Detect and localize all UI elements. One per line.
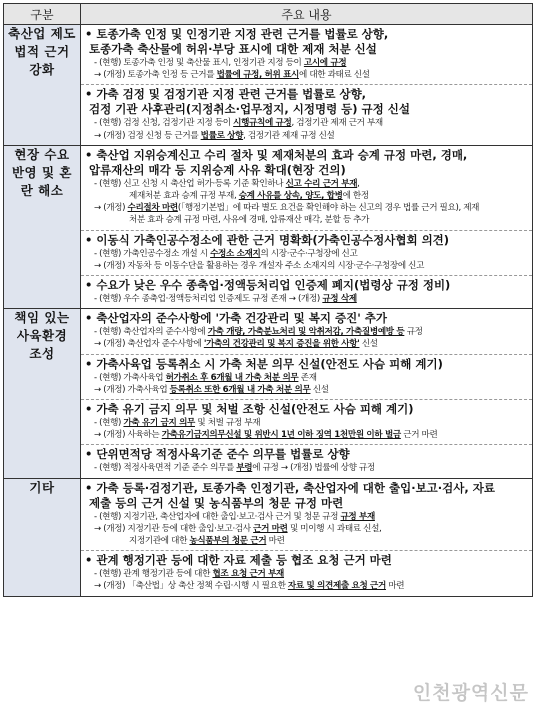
category-label: 강화 — [29, 62, 55, 77]
heading-text: 압류재산의 매각 등 지위승계 사유 확대(현장 건의) — [89, 162, 346, 177]
rule-text: 근거 마련 — [400, 430, 438, 441]
table-row — [4, 478, 533, 596]
rule-text: 및 처벌 규정 부재 — [194, 418, 261, 429]
emphasis-text: 수정소 소재지 — [210, 248, 261, 259]
rule-text: 에 대한 과태료 신설 — [298, 70, 370, 81]
item-heading — [83, 553, 530, 568]
rule-text: → (개정) 지정기관 등에 대한 출입·보고·검사 — [94, 523, 254, 534]
current-rule-line — [83, 568, 530, 580]
heading-line — [89, 102, 530, 117]
rule-text: - (현행) 가축사육업 — [94, 372, 166, 383]
item-heading — [83, 447, 530, 462]
emphasis-text: 가축 개량, 가축분뇨처리 및 악취저감, 가축질병예방 등 — [207, 327, 405, 338]
table-row — [4, 25, 533, 146]
heading-text: 수요가 낮은 우수 종축업·정액등처리업 인증제 폐지(법령상 규정 정비) — [96, 278, 451, 293]
heading-line — [85, 480, 530, 496]
content-item — [81, 444, 532, 477]
rule-text: 마련 — [385, 581, 405, 592]
current-rule-line — [83, 535, 530, 547]
table-header-row — [4, 4, 533, 25]
emphasis-text: 가축 유기 금지 의무 — [123, 418, 195, 429]
rule-text: → (개정) 「축산법」상 축산 정책 수립·시행 시 필요한 — [94, 581, 288, 592]
heading-text: 단위면적당 적정사육기준 준수 의무를 법률로 상향 — [96, 447, 350, 462]
publisher-watermark: 인천광역신문 — [412, 682, 529, 704]
revised-rule-line — [83, 69, 530, 81]
rule-text: 에 한정 — [342, 191, 369, 202]
content-item — [81, 479, 532, 551]
heading-text: 토종가축 축산물에 허위·부당 표시에 대한 제재 처분 신설 — [89, 42, 377, 56]
rule-text: (「행정기본법」에 따라 별도 요건을 확인해야 하는 신고의 경우 법률 근거 필요), 제재 — [177, 203, 480, 214]
category-cell — [4, 309, 81, 478]
rule-text: 및 미이행 시 과태료 신설, — [287, 523, 382, 534]
emphasis-text: 농식품부의 청문 근거 — [189, 536, 267, 547]
heading-text: 가축 등록·검정기관, 토종가축 인정기관, 축산업자에 대한 출입·보고·검사, 자료 — [96, 480, 495, 495]
heading-line — [89, 162, 530, 178]
item-heading — [83, 87, 530, 117]
content-item — [81, 275, 532, 308]
rule-text: , — [357, 178, 360, 189]
emphasis-text: 자료 및 의견제출 요청 근거 — [287, 581, 386, 592]
item-heading — [83, 27, 530, 57]
rule-text: 에 규정 → (개정) 법률에 상향 규정 — [252, 463, 375, 474]
policy-table — [3, 3, 533, 597]
table-body — [4, 25, 533, 597]
heading-line — [89, 495, 530, 511]
bullet-icon: • — [85, 480, 97, 495]
header-content: 주요 내용 — [81, 4, 533, 25]
content-item — [81, 354, 532, 399]
revised-rule-line — [83, 130, 530, 142]
content-cell — [81, 25, 533, 146]
heading-line — [89, 42, 530, 57]
rule-text: → (개정) — [94, 203, 128, 214]
rule-text: → (개정) 토종가축 인정 등 근거를 — [94, 70, 217, 81]
bullet-icon: • — [85, 553, 97, 568]
emphasis-text: 법률로 상향 — [200, 130, 244, 141]
item-heading — [83, 233, 530, 248]
emphasis-text: 수리절차 마련 — [127, 203, 178, 214]
table-row — [4, 309, 533, 478]
emphasis-text: 부령 — [236, 463, 253, 474]
heading-line — [85, 447, 530, 462]
heading-line — [85, 232, 530, 248]
content-item — [81, 309, 532, 353]
revised-rule-line — [83, 384, 530, 396]
revised-rule-line — [83, 190, 530, 202]
emphasis-text: 신고 수리 근거 부재 — [285, 178, 358, 189]
item-heading — [83, 402, 530, 417]
bullet-icon: • — [85, 402, 97, 417]
heading-text: 토종가축 인정 및 인정기관 지정 관련 근거를 법률로 상향, — [96, 27, 389, 41]
heading-text: 축산업 지위승계신고 수리 절차 및 제재처분의 효과 승계 규정 마련, 경매, — [96, 147, 468, 162]
content-cell — [81, 478, 533, 596]
heading-line — [85, 311, 530, 326]
content-item — [81, 230, 532, 275]
category-label: 축산업 제도 — [8, 26, 76, 41]
revised-rule-line — [83, 338, 530, 350]
category-label: 현장 수요 — [14, 146, 70, 162]
rule-text: - (현행) 신고 신청 시 축산업 허가·등록 기준 확인하나 — [94, 178, 286, 189]
category-label: 법적 근거 — [14, 44, 70, 59]
emphasis-text: 허가취소 후 6개월 내 가축 처분 의무 — [165, 372, 299, 383]
rule-text: 규정 — [404, 327, 423, 338]
rule-text: → (개정) 사육하는 — [94, 430, 162, 441]
rule-text: 지정기관에 대한 — [129, 536, 190, 547]
rule-text: - (현행) 축산업자의 준수사항에 — [94, 327, 208, 338]
heading-line — [85, 27, 530, 42]
category-label: 기타 — [29, 479, 55, 495]
bullet-icon: • — [85, 232, 97, 247]
category-label: 반영 및 혼 — [11, 164, 72, 180]
emphasis-text: 등록취소 또한 6개월 내 가축 처분 의무 — [169, 384, 311, 395]
content-item — [81, 146, 532, 230]
emphasis-text: 규정 삭제 — [322, 294, 357, 305]
content-item — [81, 84, 532, 144]
rule-text: 신설 — [359, 339, 378, 350]
bullet-icon: • — [85, 87, 97, 102]
category-label: 책임 있는 — [14, 310, 70, 326]
category-label: 사육환경 — [16, 328, 68, 344]
revised-rule-line — [83, 580, 530, 592]
bullet-icon: • — [85, 311, 97, 326]
heading-text: 관계 행정기관 등에 대한 자료 제출 등 협조 요청 근거 마련 — [96, 553, 392, 568]
rule-text: - (현행) 가축인공수정소 개설 시 — [94, 248, 211, 259]
emphasis-text: 근거 마련 — [253, 523, 288, 534]
heading-line — [85, 278, 530, 293]
rule-text: 마련 — [266, 536, 285, 547]
rule-text: , 검정기관 제재 규정 신설 — [243, 130, 335, 141]
rule-text: - (현행) — [94, 418, 124, 429]
current-rule-line — [83, 511, 530, 523]
emphasis-text: '가축의 건강관리 및 복지 증진을 위한 사항' — [203, 339, 360, 350]
emphasis-text: 고시에 규정 — [303, 58, 347, 68]
current-rule-line — [83, 372, 530, 384]
content-item — [81, 550, 532, 595]
bullet-icon: • — [85, 27, 97, 41]
revised-rule-line — [83, 260, 530, 272]
item-heading — [83, 481, 530, 511]
emphasis-text: 법률에 규정, 허위 표시 — [216, 70, 299, 81]
revised-rule-line — [83, 214, 530, 226]
rule-text: - (현행) 토종가축 인정 및 축산물 표시, 인정기관 지정 등이 — [94, 58, 304, 68]
rule-text: 제재처분 효과 승계 규정 부재, — [129, 191, 239, 202]
bullet-icon: • — [85, 147, 97, 162]
item-heading — [83, 278, 530, 293]
bullet-icon: • — [85, 447, 97, 462]
rule-text: - (현행) 검정 신청, 검정기관 지정 등이 — [94, 118, 234, 129]
bullet-icon: • — [85, 356, 97, 371]
revised-rule-line — [83, 429, 530, 441]
rule-text: - (현행) 관계 행정기관 등에 대한 — [94, 569, 213, 580]
table-row — [4, 145, 533, 308]
current-rule-line — [83, 117, 530, 129]
header-category: 구분 — [4, 4, 81, 25]
current-rule-line — [83, 293, 530, 305]
rule-text: → (개정) 검정 신청 등 근거를 — [94, 130, 201, 141]
rule-text: , 검정기관 제재 근거 부재 — [291, 118, 383, 129]
category-label: 조성 — [29, 346, 55, 362]
emphasis-text: 시행규칙에 규정 — [233, 118, 292, 129]
content-item — [81, 399, 532, 444]
content-cell — [81, 145, 533, 308]
rule-text: 존재 — [298, 372, 317, 383]
heading-line — [85, 87, 530, 102]
category-label: 란 해소 — [20, 182, 64, 198]
heading-line — [85, 147, 530, 163]
heading-text: 가축 유기 금지 의무 및 처벌 조항 신설(안전도 사슴 피해 계기) — [96, 402, 414, 417]
item-heading — [83, 148, 530, 178]
bullet-icon: • — [85, 278, 97, 293]
item-heading — [83, 357, 530, 372]
rule-text: 의 시장·군수·구청장에 신고 — [260, 248, 358, 259]
category-cell — [4, 25, 81, 146]
emphasis-text: 협조 요청 근거 부재 — [212, 569, 285, 580]
emphasis-text: 규정 부재 — [340, 511, 375, 522]
heading-text: 가축사육업 등록취소 시 가축 처분 의무 신설(안전도 사슴 피해 계기) — [96, 356, 443, 371]
heading-text: 제출 등의 근거 신설 및 농식품부의 청문 규정 마련 — [89, 495, 344, 510]
emphasis-text: 승계 사유를 상속, 양도, 합병 — [238, 191, 343, 202]
current-rule-line — [83, 248, 530, 260]
category-cell — [4, 478, 81, 596]
current-rule-line — [83, 417, 530, 429]
rule-text: - (현행) 적정사육면적 기준 준수 의무를 — [94, 463, 237, 474]
heading-text: 축산업자의 준수사항에 '가축 건강관리 및 복지 증진' 추가 — [96, 311, 387, 326]
category-cell — [4, 145, 81, 308]
current-rule-line — [83, 178, 530, 190]
heading-text: 검정 기관 사후관리(지정취소·업무정지, 시정명령 등) 규정 신설 — [89, 102, 410, 117]
current-rule-line — [83, 202, 530, 214]
rule-text: - (현행) 우수 종축업·정액등처리업 인증제도 규정 존재 → (개정) — [94, 294, 323, 305]
revised-rule-line — [83, 523, 530, 535]
rule-text: → (개정) 가축사육업 — [94, 384, 170, 395]
rule-text: 처분 효과 승계 규정 마련, 사유에 경매, 압류재산 매각, 분할 등 추가 — [129, 215, 370, 226]
current-rule-line — [83, 326, 530, 338]
content-cell — [81, 309, 533, 478]
heading-text: 이동식 가축인공수정소에 관한 근거 명확화(가축인공수정사협회 의견) — [96, 232, 450, 247]
heading-line — [85, 356, 530, 372]
rule-text: → (개정) 자동차 등 이동수단을 활용하는 경우 개설자 주소 소재지의 시장·군수·구청장에 신고 — [94, 260, 425, 271]
rule-text: 신설 — [310, 384, 329, 395]
heading-line — [85, 402, 530, 417]
content-item — [81, 25, 532, 84]
current-rule-line — [83, 462, 530, 474]
current-rule-line — [83, 57, 530, 69]
emphasis-text: 가축유기금지의무신설 및 위반시 1년 이하 징역 1천만원 이하 벌금 — [161, 430, 401, 441]
rule-text: → (개정) 축산업자 준수사항에 — [94, 339, 204, 350]
heading-line — [85, 553, 530, 568]
item-heading — [83, 311, 530, 326]
heading-text: 가축 검정 및 검정기관 지정 관련 근거를 법률로 상향, — [96, 87, 367, 102]
rule-text: - (현행) 지정기관, 축산업자에 대한 출입·보고·검사 근거 및 청문 규정 — [94, 511, 341, 522]
